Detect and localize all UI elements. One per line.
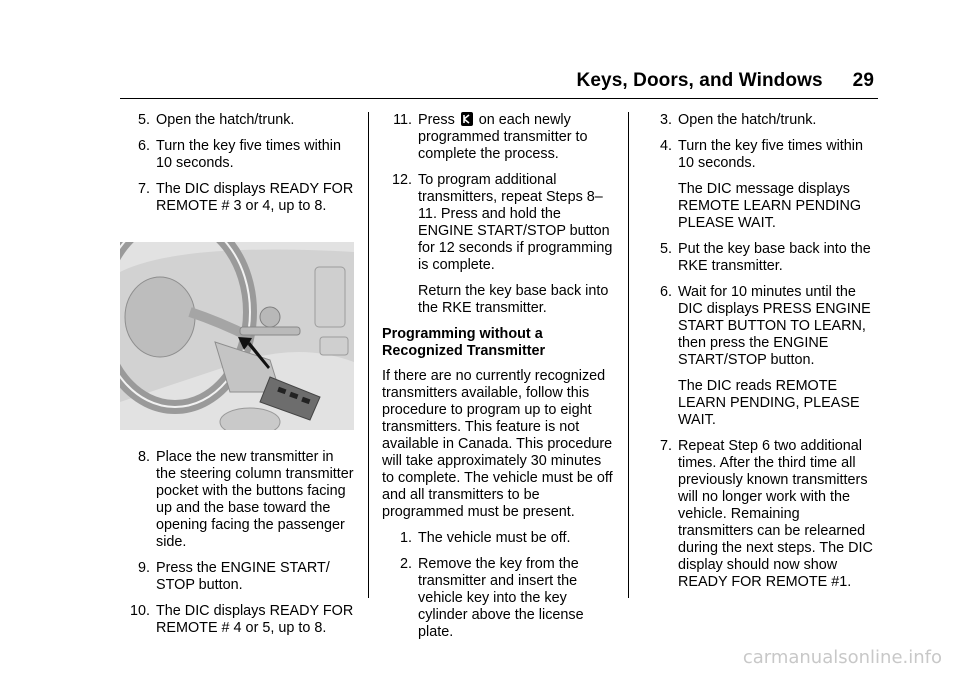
intro-paragraph: If there are no currently recognized transmitters available, follow this procedure to program up to eight transmitters. This feature is not available in Canada. This procedure will take approximately 30 minutes to complete. The vehicle must be off and all transmitters to be programmed must be present.: [382, 368, 613, 520]
step-text: The vehicle must be off.: [418, 530, 571, 546]
step-item: [642, 138, 878, 172]
step-text: The DIC displays READY FOR REMOTE # 4 or 5, up to 8.: [156, 603, 354, 636]
step-text: Place the new transmitter in the steering column transmitter pocket with the buttons facing up and the base toward the opening facing the passenger side.: [156, 449, 354, 550]
key-fob-icon: [461, 112, 473, 126]
step-item: [120, 138, 356, 172]
step-item: [382, 556, 614, 641]
step-text: Open the hatch/trunk.: [678, 112, 817, 128]
section-title: Keys, Doors, and Windows: [576, 70, 823, 91]
step-number: 3.: [659, 112, 672, 128]
step-item: [642, 284, 878, 369]
step-text: Remove the key from the transmitter and insert the vehicle key into the key cylinder above the license plate.: [418, 556, 584, 640]
step-number: 2.: [399, 556, 412, 572]
step-item: [642, 112, 878, 129]
column-2: [382, 112, 614, 650]
step-text: Turn the key five times within 10 seconds.: [678, 138, 864, 171]
step-note: The DIC reads REMOTE LEARN PENDING, PLEASE WAIT.: [678, 378, 860, 428]
step-item: [642, 438, 878, 591]
section-heading: Programming without a Recognized Transmitter: [382, 326, 546, 359]
step-item: [120, 449, 356, 551]
column-divider-left: [368, 112, 369, 598]
step-number: 7.: [659, 438, 672, 454]
step-text: Wait for 10 minutes until the DIC displays PRESS ENGINE START BUTTON TO LEARN, then press the ENGINE START/STOP button.: [678, 284, 871, 368]
step-item: [382, 172, 614, 274]
column-divider-right: [628, 112, 629, 598]
page-header: [577, 70, 874, 92]
step-number: 5.: [659, 241, 672, 257]
step-number: 11.: [393, 112, 412, 128]
step-number: 12.: [391, 172, 412, 188]
step-text: Press the ENGINE START/ STOP button.: [156, 560, 330, 593]
step-item: [120, 112, 356, 129]
step-text-after: on each newly programmed transmitter to complete the process.: [418, 112, 588, 162]
step-item: [120, 560, 356, 594]
step-note: Return the key base back into the RKE transmitter.: [418, 283, 609, 316]
page-number: 29: [852, 70, 874, 91]
step-number: 4.: [659, 138, 672, 154]
header-rule: [120, 98, 878, 99]
step-item: [120, 603, 356, 637]
column-3: [642, 112, 878, 600]
column-1: [120, 112, 356, 646]
step-text: To program additional transmitters, repeat Steps 8–11. Press and hold the ENGINE START/STOP button for 12 seconds if programming is complete.: [418, 172, 613, 273]
step-text-before: Press: [418, 112, 455, 128]
step-item: [382, 112, 614, 163]
step-text: The DIC displays READY FOR REMOTE # 3 or 4, up to 8.: [156, 181, 354, 214]
step-text: Turn the key five times within 10 seconds.: [156, 138, 342, 171]
step-item: [642, 241, 878, 275]
step-number: 9.: [137, 560, 150, 576]
step-text: Open the hatch/trunk.: [156, 112, 295, 128]
watermark: carmanualsonline.info: [742, 647, 942, 668]
step-text: Put the key base back into the RKE transmitter.: [678, 241, 871, 274]
step-number: 6.: [659, 284, 672, 300]
step-number: 5.: [137, 112, 150, 128]
step-text: Repeat Step 6 two additional times. After the third time all previously known transmitters will no longer work with the vehicle. Remaining transmitters can be relearned during the next steps. The DIC display should now show READY FOR REMOTE #1.: [678, 438, 873, 590]
step-item: [382, 530, 614, 547]
step-number: 8.: [137, 449, 150, 465]
step-item: [120, 181, 356, 215]
step-number: 6.: [137, 138, 150, 154]
step-number: 7.: [137, 181, 150, 197]
steering-column-illustration: [120, 242, 354, 430]
step-number: 10.: [129, 603, 150, 619]
step-number: 1.: [399, 530, 412, 546]
step-note: The DIC message displays REMOTE LEARN PENDING PLEASE WAIT.: [678, 181, 862, 231]
step-text: [418, 112, 614, 163]
